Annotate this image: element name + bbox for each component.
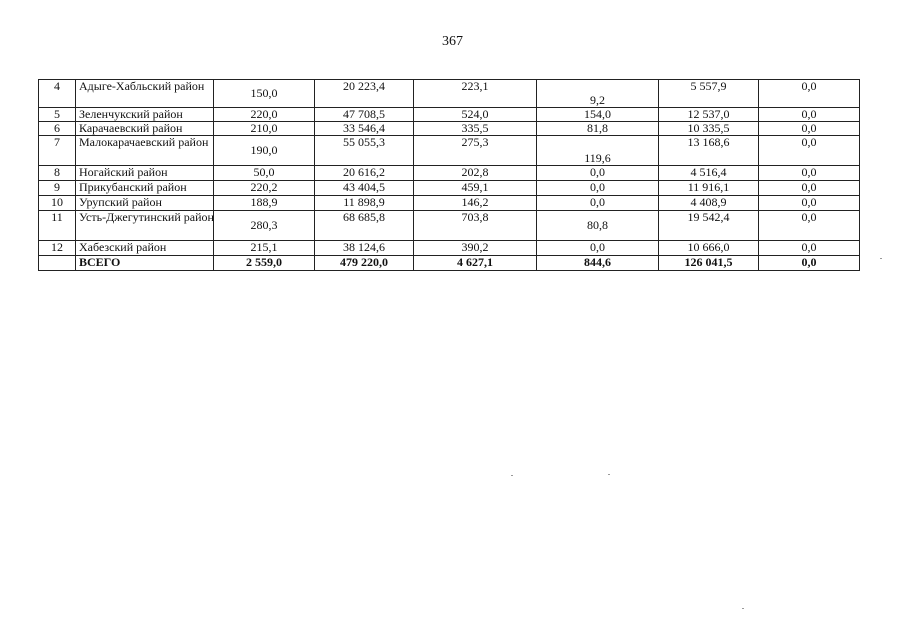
cell-value-2: 43 404,5 (315, 181, 414, 196)
data-table (38, 79, 860, 271)
cell-value-6: 0,0 (759, 122, 860, 136)
cell-value-1: 215,1 (214, 241, 315, 256)
cell-value-1: 280,3 (214, 211, 315, 241)
cell-value-6: 0,0 (759, 211, 860, 241)
cell-value-1: 220,2 (214, 181, 315, 196)
cell-value-6: 0,0 (759, 241, 860, 256)
total-label: ВСЕГО (76, 256, 214, 271)
table-row (39, 136, 860, 166)
cell-value-1: 188,9 (214, 196, 315, 211)
total-number (39, 256, 76, 271)
cell-value-5: 13 168,6 (659, 136, 759, 166)
cell-value-3: 146,2 (414, 196, 537, 211)
total-value-5: 126 041,5 (659, 256, 759, 271)
cell-value-2: 38 124,6 (315, 241, 414, 256)
table-row (39, 108, 860, 122)
cell-value-5: 19 542,4 (659, 211, 759, 241)
district-name: Зеленчукский район (76, 108, 214, 122)
page-number: 367 (442, 34, 463, 49)
total-value-3: 4 627,1 (414, 256, 537, 271)
cell-value-5: 12 537,0 (659, 108, 759, 122)
row-number: 4 (39, 80, 76, 108)
cell-value-2: 68 685,8 (315, 211, 414, 241)
cell-value-2: 55 055,3 (315, 136, 414, 166)
cell-value-6: 0,0 (759, 196, 860, 211)
table-row (39, 80, 860, 108)
cell-value-3: 202,8 (414, 166, 537, 181)
district-name: Усть-Джегутинский район (76, 211, 214, 241)
cell-value-1: 50,0 (214, 166, 315, 181)
table-row (39, 196, 860, 211)
row-number: 9 (39, 181, 76, 196)
scan-speck (511, 475, 513, 476)
cell-value-4: 119,6 (537, 136, 659, 166)
total-value-1: 2 559,0 (214, 256, 315, 271)
total-value-6: 0,0 (759, 256, 860, 271)
cell-value-5: 4 516,4 (659, 166, 759, 181)
cell-value-6: 0,0 (759, 136, 860, 166)
district-name: Карачаевский район (76, 122, 214, 136)
cell-value-3: 223,1 (414, 80, 537, 108)
cell-value-5: 4 408,9 (659, 196, 759, 211)
row-number: 10 (39, 196, 76, 211)
table-row (39, 122, 860, 136)
cell-value-6: 0,0 (759, 108, 860, 122)
cell-value-5: 10 335,5 (659, 122, 759, 136)
cell-value-4: 154,0 (537, 108, 659, 122)
row-number: 5 (39, 108, 76, 122)
cell-value-2: 33 546,4 (315, 122, 414, 136)
cell-value-5: 11 916,1 (659, 181, 759, 196)
cell-value-6: 0,0 (759, 166, 860, 181)
row-number: 12 (39, 241, 76, 256)
cell-value-3: 390,2 (414, 241, 537, 256)
cell-value-4: 0,0 (537, 181, 659, 196)
table-row (39, 241, 860, 256)
district-name: Малокарачаевский район (76, 136, 214, 166)
cell-value-5: 5 557,9 (659, 80, 759, 108)
district-name: Хабезский район (76, 241, 214, 256)
cell-value-2: 20 223,4 (315, 80, 414, 108)
cell-value-4: 0,0 (537, 196, 659, 211)
district-name: Адыге-Хабльский район (76, 80, 214, 108)
cell-value-1: 210,0 (214, 122, 315, 136)
cell-value-4: 9,2 (537, 80, 659, 108)
cell-value-6: 0,0 (759, 181, 860, 196)
cell-value-2: 47 708,5 (315, 108, 414, 122)
cell-value-5: 10 666,0 (659, 241, 759, 256)
district-name: Прикубанский район (76, 181, 214, 196)
table-row (39, 211, 860, 241)
scan-speck (742, 608, 744, 609)
cell-value-4: 80,8 (537, 211, 659, 241)
table-row (39, 166, 860, 181)
row-number: 8 (39, 166, 76, 181)
cell-value-3: 703,8 (414, 211, 537, 241)
scan-speck (608, 474, 610, 475)
cell-value-3: 524,0 (414, 108, 537, 122)
cell-value-4: 0,0 (537, 241, 659, 256)
cell-value-2: 11 898,9 (315, 196, 414, 211)
row-number: 11 (39, 211, 76, 241)
cell-value-1: 150,0 (214, 80, 315, 108)
table-row (39, 181, 860, 196)
cell-value-1: 220,0 (214, 108, 315, 122)
total-value-2: 479 220,0 (315, 256, 414, 271)
district-name: Ногайский район (76, 166, 214, 181)
cell-value-1: 190,0 (214, 136, 315, 166)
district-name: Урупский район (76, 196, 214, 211)
row-number: 7 (39, 136, 76, 166)
cell-value-6: 0,0 (759, 80, 860, 108)
total-value-4: 844,6 (537, 256, 659, 271)
row-number: 6 (39, 122, 76, 136)
cell-value-4: 81,8 (537, 122, 659, 136)
total-row (39, 256, 860, 271)
cell-value-3: 275,3 (414, 136, 537, 166)
cell-value-3: 459,1 (414, 181, 537, 196)
cell-value-3: 335,5 (414, 122, 537, 136)
cell-value-2: 20 616,2 (315, 166, 414, 181)
cell-value-4: 0,0 (537, 166, 659, 181)
scan-speck (880, 258, 882, 259)
